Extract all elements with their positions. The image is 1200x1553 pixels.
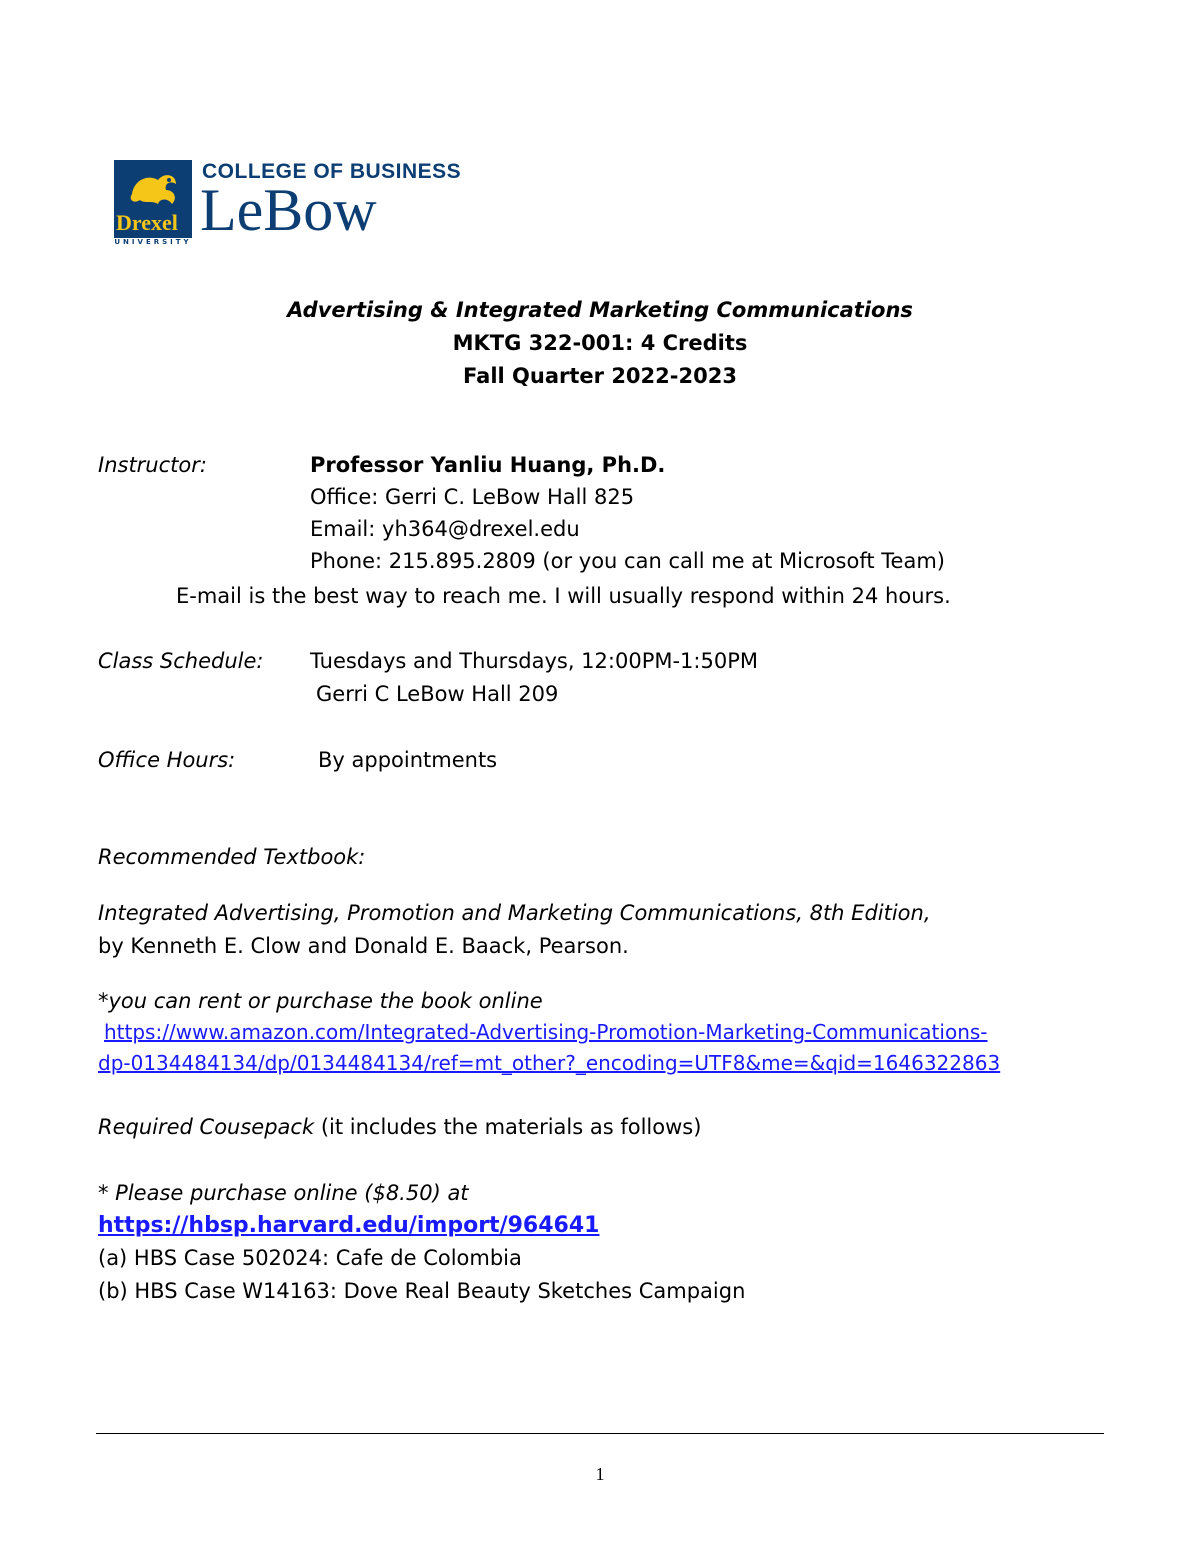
university-label: UNIVERSITY [114, 238, 192, 246]
instructor-office: Office: Gerri C. LeBow Hall 825 [310, 485, 635, 509]
schedule-room: Gerri C LeBow Hall 209 [316, 682, 559, 706]
instructor-email: Email: yh364@drexel.edu [310, 517, 580, 541]
textbook-note: *you can rent or purchase the book online [98, 989, 543, 1013]
page-number: 1 [595, 1464, 605, 1484]
office-hours-value: By appointments [318, 748, 498, 772]
coursepack-purchase-note: * Please purchase online ($8.50) at [98, 1181, 469, 1205]
coursepack-heading-note: (it includes the materials as follows) [314, 1115, 702, 1139]
drexel-dragon-crest [114, 160, 192, 238]
coursepack-heading-line [98, 1117, 701, 1138]
contact-note: E-mail is the best way to reach me. I will usually respond within 24 hours. [176, 584, 951, 608]
college-of-business-label: COLLEGE OF BUSINESS [202, 160, 462, 183]
coursepack-item: (b) HBS Case W14163: Dove Real Beauty Sketches Campaign [98, 1279, 746, 1303]
coursepack-heading: Required Cousepack [98, 1115, 315, 1139]
instructor-name: Professor Yanliu Huang, Ph.D. [310, 453, 666, 477]
textbook-heading: Recommended Textbook: [98, 845, 366, 869]
course-term: Fall Quarter 2022-2023 [463, 364, 737, 388]
office-hours-label: Office Hours: [98, 748, 236, 772]
footer-divider [96, 1433, 1104, 1434]
course-title: Advertising & Integrated Marketing Communications [287, 298, 913, 322]
schedule-label: Class Schedule: [98, 649, 264, 673]
textbook-title: Integrated Advertising, Promotion and Marketing Communications, 8th Edition, [98, 901, 931, 925]
textbook-authors: by Kenneth E. Clow and Donald E. Baack, Pearson. [98, 934, 629, 958]
schedule-days: Tuesdays and Thursdays, 12:00PM-1:50PM [310, 649, 758, 673]
course-code: MKTG 322-001: 4 Credits [452, 331, 748, 355]
drexel-wordmark: Drexel [116, 210, 178, 235]
coursepack-link[interactable]: https://hbsp.harvard.edu/import/964641 [98, 1213, 600, 1238]
textbook-link-line1[interactable]: https://www.amazon.com/Integrated-Advertising-Promotion-Marketing-Communications- [104, 1020, 988, 1044]
instructor-label: Instructor: [98, 453, 207, 477]
coursepack-item: (a) HBS Case 502024: Cafe de Colombia [98, 1246, 522, 1270]
instructor-phone: Phone: 215.895.2809 (or you can call me at Microsoft Team) [310, 549, 945, 573]
lebow-wordmark: LeBow [200, 177, 377, 243]
textbook-link-line2[interactable]: dp-0134484134/dp/0134484134/ref=mt_other?_encoding=UTF8&me=&qid=1646322863 [98, 1051, 1001, 1075]
